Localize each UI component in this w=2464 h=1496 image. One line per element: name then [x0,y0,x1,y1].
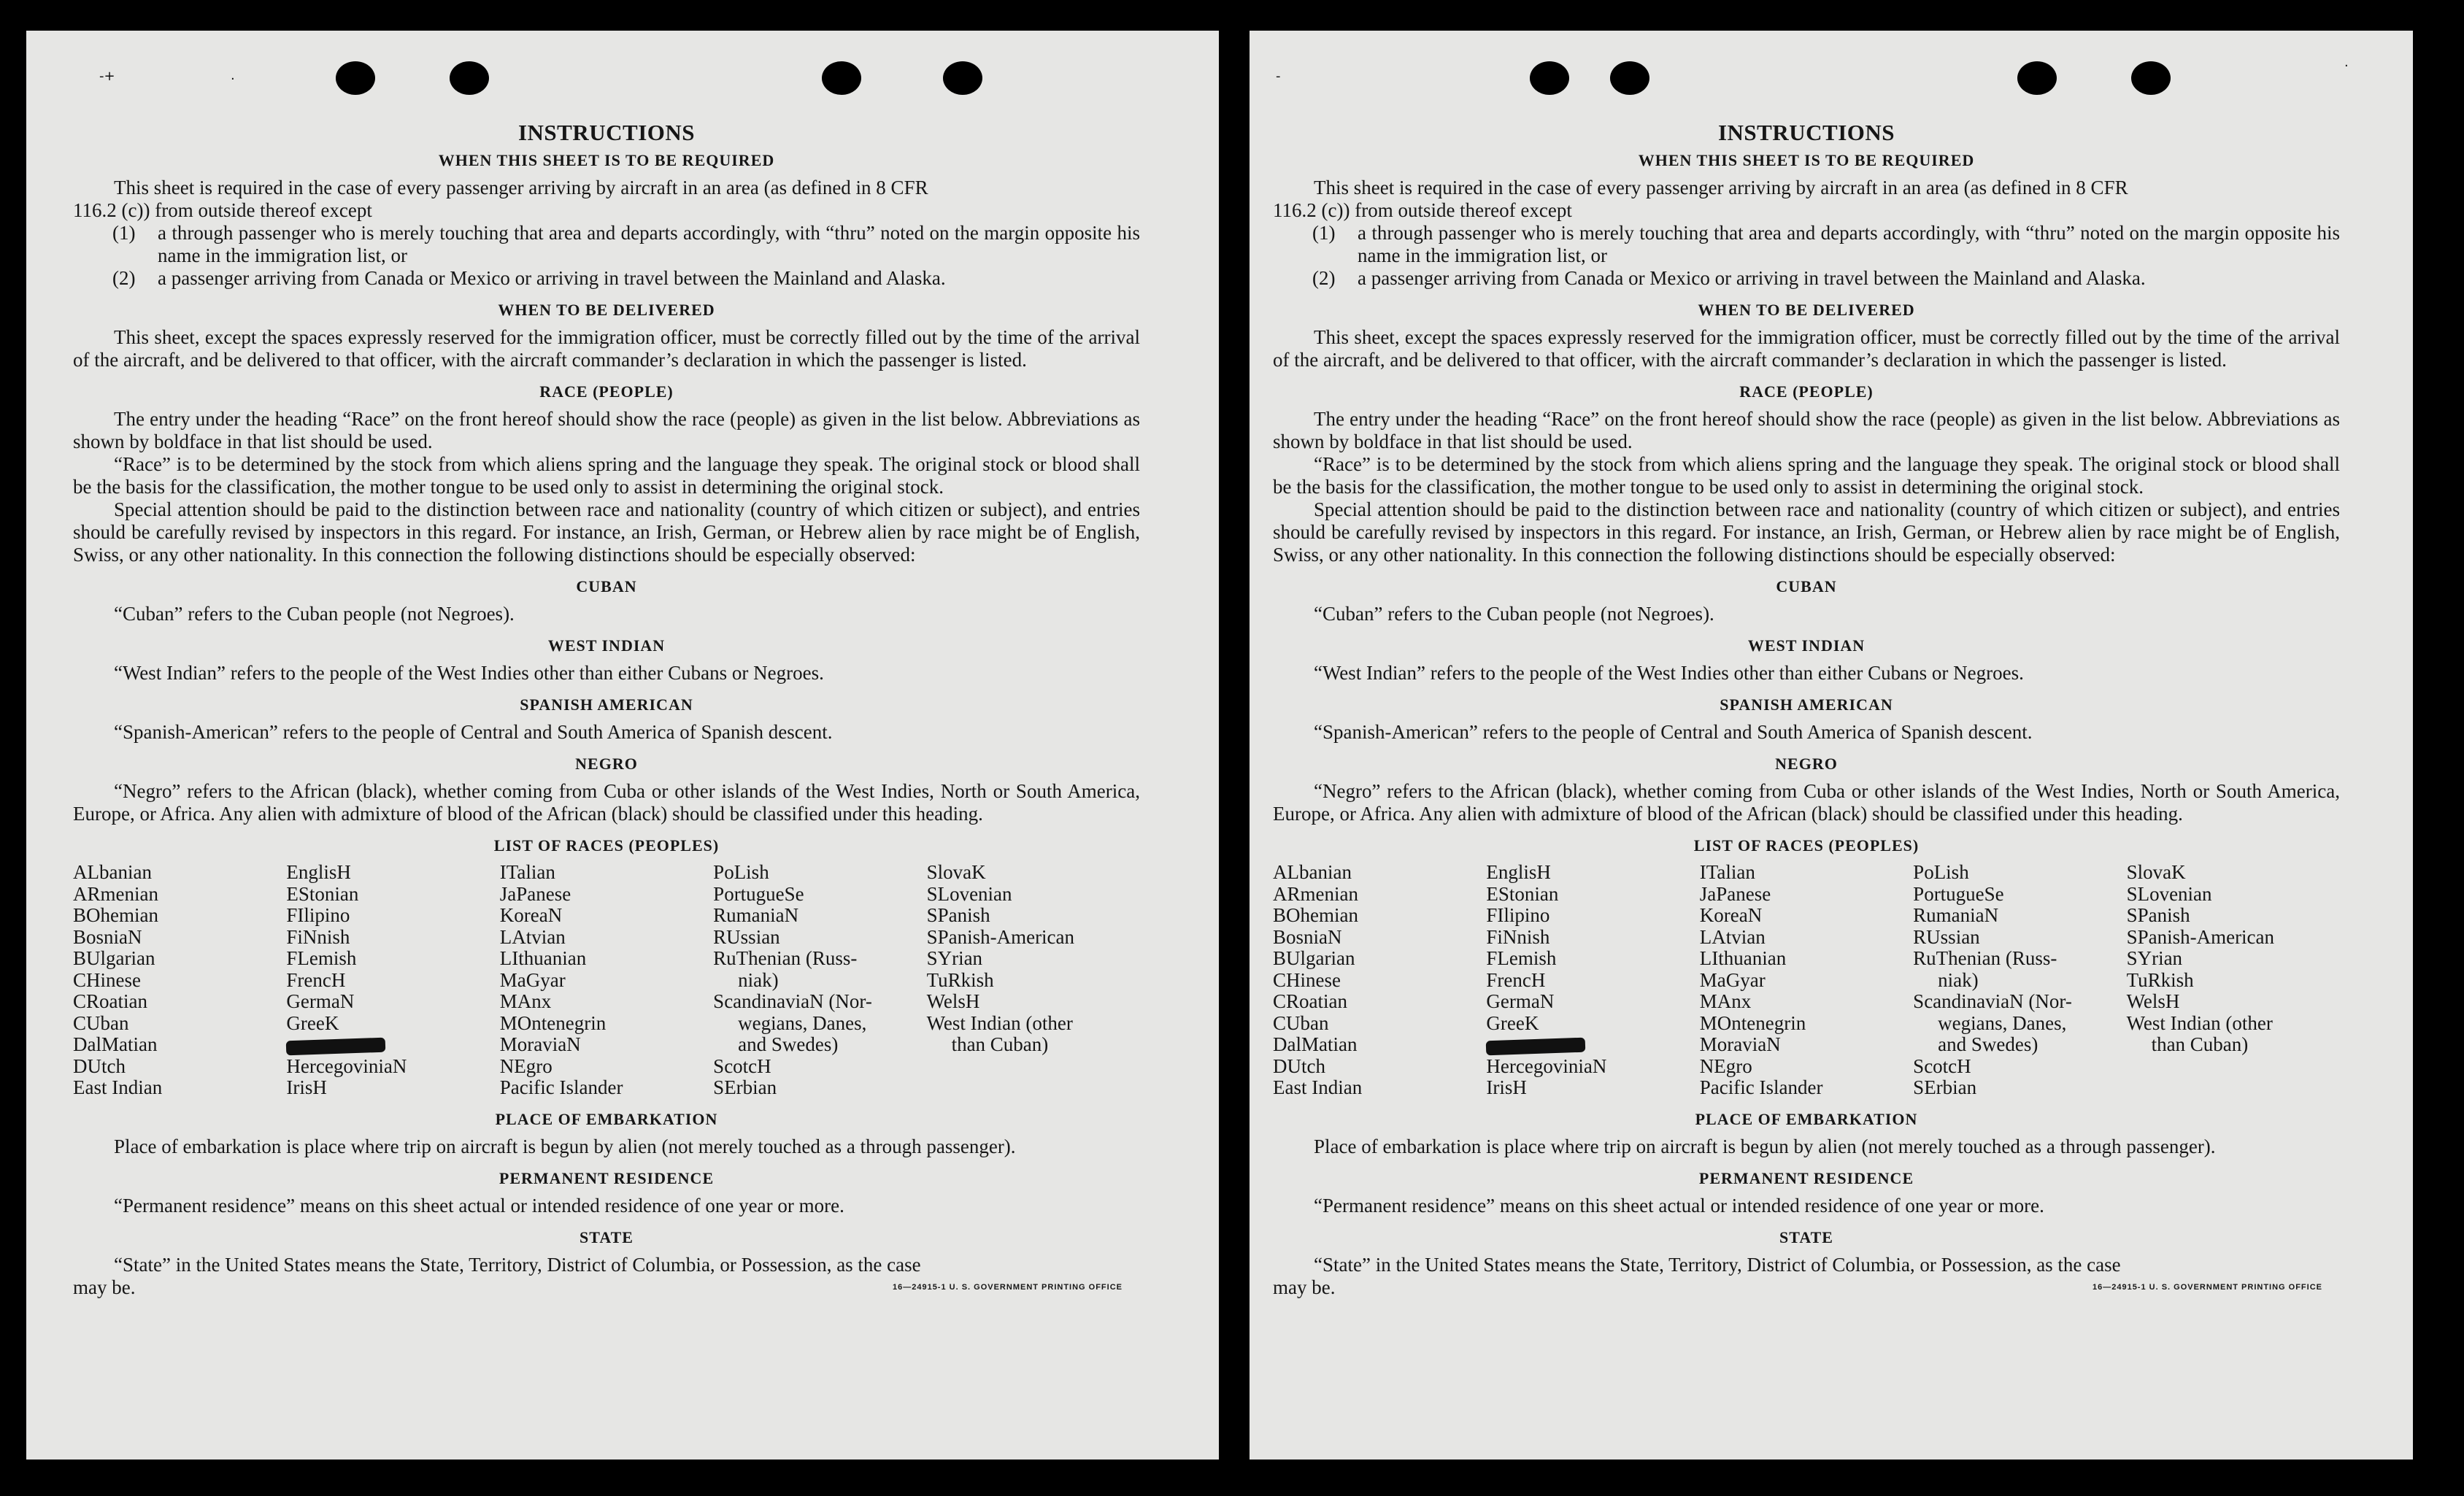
document-page-left [26,31,1219,1460]
race-entry: SLovenian [2126,882,2212,905]
race-entry: SlovaK [926,861,986,883]
list-item: (1) a through passenger who is merely touching that area and departs accordingly, with “thru” noted on the margin opposite his name in the immigration list, or [112,222,1140,266]
race-entry: niak) [738,968,779,991]
race-entry: SErbian [1913,1076,1977,1098]
heading-state: STATE [1779,1227,1833,1246]
race-entry: ALbanian [73,861,152,883]
printer-note: 16—24915-1 U. S. GOVERNMENT PRINTING OFFICE [2092,1282,2322,1292]
heading-list-of-races: LIST OF RACES (PEOPLES) [493,836,720,855]
paragraph-intro-cont: 116.2 (c)) from outside thereof except [1273,199,1572,221]
race-entry: MoraviaN [1699,1033,1781,1055]
race-entry: LAtvian [499,925,566,948]
race-entry: GermaN [1486,990,1555,1012]
race-entry: than Cuban) [2151,1033,2249,1055]
punch-hole [1530,61,1569,95]
paragraph-residence: “Permanent residence” means on this sheet actual or intended residence of one year or more. [114,1194,844,1217]
race-entry: niak) [1938,968,1979,991]
race-entry: SYrian [2126,947,2183,969]
speck-mark: · [2344,58,2349,74]
heading-when-delivered: WHEN TO BE DELIVERED [1698,301,1915,319]
race-entry: EnglisH [1486,861,1551,883]
race-entry: and Swedes) [1938,1033,2038,1055]
paragraph-intro: This sheet is required in the case of every passenger arriving by aircraft in an area (as defined in 8 CFR [114,177,928,198]
paragraph-race-2: “Race” is to be determined by the stock from which aliens spring and the language they speak. The original stock or blood shall be the basis for the classification, the mother tongue to be used only to assist in determining the original stock. [1273,453,2340,498]
race-entry: BOhemian [1273,904,1358,926]
race-entry: TuRkish [926,968,994,991]
race-entry: FIlipino [1486,904,1550,926]
race-entry: WelsH [2126,990,2180,1012]
heading-embarkation: PLACE OF EMBARKATION [495,1109,718,1128]
race-entry: HercegoviniaN [286,1054,407,1077]
race-entry: BUlgarian [73,947,155,969]
printer-note: 16—24915-1 U. S. GOVERNMENT PRINTING OFFICE [892,1282,1123,1292]
paragraph-spanish-american: “Spanish-American” refers to the people of Central and South America of Spanish descent. [114,721,833,743]
race-entry: BosniaN [73,925,142,948]
redaction-mark [286,1037,386,1055]
race-entry: BosniaN [1273,925,1342,948]
race-entry: ALbanian [1273,861,1352,883]
race-entry: ScandinaviaN (Nor- [1913,990,2072,1012]
list-item: (2) a passenger arriving from Canada or Mexico or arriving in travel between the Mainland and Alaska. [112,267,946,289]
speck-mark: · [231,72,235,87]
race-entry: SLovenian [926,882,1012,905]
heading-negro: NEGRO [1775,755,1838,773]
race-column [1700,862,1913,1099]
race-column [927,862,1140,1099]
race-entry: West Indian (other [926,1011,1073,1034]
punch-hole [2017,61,2057,95]
race-entry: and Swedes) [738,1033,839,1055]
race-column [1913,862,2126,1099]
race-column [500,862,713,1099]
race-entry: ITalian [1699,861,1755,883]
race-entry: SPanish [2126,904,2190,926]
race-entry: DUtch [73,1054,126,1077]
race-entry-redacted [286,1034,499,1056]
race-entry: MAnx [1699,990,1752,1012]
heading-spanish-american: SPANISH AMERICAN [520,695,693,714]
race-entry: LIthuanian [499,947,587,969]
race-column [73,862,286,1099]
document-body [1273,118,2340,1299]
race-entry: GermaN [286,990,355,1012]
race-entry: CUban [1273,1011,1329,1034]
heading-west-indian: WEST INDIAN [547,636,666,655]
race-entry: DalMatian [1273,1033,1358,1055]
race-entry: SlovaK [2126,861,2186,883]
race-entry: RUssian [713,925,780,948]
race-entry: SYrian [926,947,983,969]
paragraph-cuban: “Cuban” refers to the Cuban people (not Negroes). [114,603,515,625]
race-column [1486,862,1699,1099]
race-entry: JaPanese [1699,882,1771,905]
heading-cuban: CUBAN [576,577,637,595]
race-entry: DalMatian [73,1033,158,1055]
race-column [2127,862,2340,1099]
race-list [1273,862,2340,1099]
race-entry: WelsH [926,990,980,1012]
race-entry: EStonian [1486,882,1559,905]
race-entry: NEgro [499,1054,553,1077]
race-entry: FrencH [286,968,346,991]
race-entry: ScotcH [1913,1054,1971,1077]
heading-race: RACE (PEOPLE) [539,382,674,401]
race-entry: MAnx [499,990,552,1012]
race-entry: East Indian [1273,1076,1363,1098]
paragraph-cuban: “Cuban” refers to the Cuban people (not Negroes). [1314,603,1714,625]
race-entry: FrencH [1486,968,1546,991]
race-entry: SPanish-American [926,925,1075,948]
paragraph-intro-cont: 116.2 (c)) from outside thereof except [73,199,372,221]
race-entry: ScandinaviaN (Nor- [713,990,872,1012]
document-title: INSTRUCTIONS [517,120,695,145]
race-entry: FIlipino [286,904,350,926]
heading-cuban: CUBAN [1776,577,1837,595]
race-entry: Pacific Islander [1699,1076,1823,1098]
paragraph-embarkation: Place of embarkation is place where trip on aircraft is begun by alien (not merely touched as a through passenger). [1314,1135,2216,1157]
paragraph-intro: This sheet is required in the case of every passenger arriving by aircraft in an area (as defined in 8 CFR [1314,177,2128,198]
race-entry: MOntenegrin [1699,1011,1806,1034]
race-entry: SPanish-American [2126,925,2275,948]
race-column [286,862,499,1099]
race-column [1273,862,1486,1099]
punch-hole [450,61,489,95]
heading-when-delivered: WHEN TO BE DELIVERED [498,301,715,319]
heading-residence: PERMANENT RESIDENCE [498,1168,715,1187]
race-entry: ITalian [499,861,555,883]
document-body [73,118,1140,1299]
race-entry: BUlgarian [1273,947,1355,969]
paragraph-state-end: may be. 16—24915-1 U. S. GOVERNMENT PRINTING OFFICE [1273,1276,2322,1298]
race-entry: PortugueSe [1913,882,2004,905]
race-entry-redacted [1486,1034,1699,1056]
heading-when-required: WHEN THIS SHEET IS TO BE REQUIRED [1638,151,1975,169]
race-entry: BOhemian [73,904,158,926]
race-entry: RumaniaN [713,904,799,926]
race-entry: RUssian [1913,925,1980,948]
race-entry: ARmenian [1273,882,1358,905]
paragraph-state-end: may be. 16—24915-1 U. S. GOVERNMENT PRINTING OFFICE [73,1276,1123,1298]
heading-spanish-american: SPANISH AMERICAN [1720,695,1893,714]
paragraph-embarkation: Place of embarkation is place where trip on aircraft is begun by alien (not merely touched as a through passenger). [114,1135,1016,1157]
race-entry: FLemish [1486,947,1557,969]
race-entry: EnglisH [286,861,351,883]
race-entry: RuThenian (Russ- [1913,947,2057,969]
speck-mark: - [1276,69,1281,84]
race-entry: MoraviaN [499,1033,581,1055]
race-entry: Pacific Islander [499,1076,623,1098]
heading-negro: NEGRO [575,755,638,773]
redaction-mark [1486,1037,1586,1055]
race-entry: RuThenian (Russ- [713,947,858,969]
paragraph-race-1: The entry under the heading “Race” on the front hereof should show the race (people) as given in the list below. Abbreviations as shown by boldface in that list should be used. [73,408,1140,452]
heading-west-indian: WEST INDIAN [1747,636,1866,655]
paragraph-negro: “Negro” refers to the African (black), whether coming from Cuba or other islands of the West Indies, North or South America, Europe, or Africa. Any alien with admixture of blood of the African (black) should be classified under this heading. [73,780,1140,825]
race-entry: TuRkish [2126,968,2194,991]
punch-hole [822,61,861,95]
document-title: INSTRUCTIONS [1717,120,1895,145]
race-entry: JaPanese [499,882,571,905]
race-entry: ScotcH [713,1054,771,1077]
race-entry: wegians, Danes, [1938,1011,2067,1034]
paragraph-race-3: Special attention should be paid to the distinction between race and nationality (country of which citizen or subject), and entries should be carefully revised by inspectors in this regard. For instance, an Irish, German, or Hebrew alien by race might be of English, Swiss, or any other nationality. In this connection the following distinctions should be especially observed: [1273,498,2340,566]
race-entry: CHinese [73,968,141,991]
race-entry: GreeK [286,1011,339,1034]
punch-hole [2131,61,2171,95]
race-entry: GreeK [1486,1011,1539,1034]
race-entry: RumaniaN [1913,904,1999,926]
race-entry: MaGyar [1699,968,1766,991]
paragraph-race-1: The entry under the heading “Race” on the front hereof should show the race (people) as given in the list below. Abbreviations as shown by boldface in that list should be used. [1273,408,2340,452]
race-entry: MOntenegrin [499,1011,607,1034]
race-entry: LIthuanian [1699,947,1787,969]
race-entry: SErbian [713,1076,777,1098]
paragraph-residence: “Permanent residence” means on this sheet actual or intended residence of one year or more. [1314,1194,2044,1217]
race-entry: NEgro [1699,1054,1752,1077]
race-entry: LAtvian [1699,925,1766,948]
race-entry: CRoatian [1273,990,1347,1012]
heading-list-of-races: LIST OF RACES (PEOPLES) [1693,836,1920,855]
list-item: (1) a through passenger who is merely touching that area and departs accordingly, with “thru” noted on the margin opposite his name in the immigration list, or [1312,222,2340,266]
race-entry: SPanish [926,904,990,926]
exception-list [1273,222,2340,290]
speck-mark: -+ [99,69,115,84]
race-entry: DUtch [1273,1054,1325,1077]
paragraph-west-indian: “West Indian” refers to the people of the West Indies other than either Cubans or Negroes. [114,662,824,684]
race-entry: KoreaN [499,904,563,926]
heading-when-required: WHEN THIS SHEET IS TO BE REQUIRED [438,151,775,169]
heading-state: STATE [580,1227,634,1246]
race-entry: ARmenian [73,882,158,905]
paragraph-west-indian: “West Indian” refers to the people of the West Indies other than either Cubans or Negroes. [1314,662,2024,684]
document-page-right [1250,31,2413,1460]
heading-embarkation: PLACE OF EMBARKATION [1695,1109,1918,1128]
paragraph-state: “State” in the United States means the State, Territory, District of Columbia, or Possession, as the case [114,1253,921,1276]
heading-residence: PERMANENT RESIDENCE [1698,1168,1914,1187]
race-entry: MaGyar [499,968,566,991]
race-list [73,862,1140,1099]
paragraph-state: “State” in the United States means the State, Territory, District of Columbia, or Possession, as the case [1314,1253,2121,1276]
race-entry: wegians, Danes, [738,1011,867,1034]
race-entry: FiNnish [1486,925,1550,948]
race-entry: PoLish [1913,861,1969,883]
race-entry: FiNnish [286,925,350,948]
paragraph-delivered: This sheet, except the spaces expressly reserved for the immigration officer, must be correctly filled out by the time of the arrival of the aircraft, and be delivered to that officer, with the aircraft commander’s declaration in which the passenger is listed. [73,326,1140,371]
paragraph-race-3: Special attention should be paid to the distinction between race and nationality (country of which citizen or subject), and entries should be carefully revised by inspectors in this regard. For instance, an Irish, German, or Hebrew alien by race might be of English, Swiss, or any other nationality. In this connection the following distinctions should be especially observed: [73,498,1140,566]
exception-list [73,222,1140,290]
heading-race: RACE (PEOPLE) [1739,382,1874,401]
list-item: (2) a passenger arriving from Canada or Mexico or arriving in travel between the Mainland and Alaska. [1312,267,2146,289]
race-entry: West Indian (other [2126,1011,2273,1034]
paragraph-race-2: “Race” is to be determined by the stock from which aliens spring and the language they speak. The original stock or blood shall be the basis for the classification, the mother tongue to be used only to assist in determining the original stock. [73,453,1140,498]
race-entry: HercegoviniaN [1486,1054,1607,1077]
paragraph-spanish-american: “Spanish-American” refers to the people of Central and South America of Spanish descent. [1314,721,2033,743]
race-entry: CRoatian [73,990,147,1012]
race-entry: than Cuban) [951,1033,1049,1055]
paragraph-negro: “Negro” refers to the African (black), whether coming from Cuba or other islands of the West Indies, North or South America, Europe, or Africa. Any alien with admixture of blood of the African (black) should be classified under this heading. [1273,780,2340,825]
race-entry: IrisH [286,1076,327,1098]
race-entry: PortugueSe [713,882,804,905]
race-entry: CUban [73,1011,129,1034]
race-entry: East Indian [73,1076,163,1098]
race-entry: EStonian [286,882,359,905]
punch-hole [1610,61,1649,95]
race-entry: PoLish [713,861,769,883]
race-column [713,862,926,1099]
paragraph-delivered: This sheet, except the spaces expressly reserved for the immigration officer, must be correctly filled out by the time of the arrival of the aircraft, and be delivered to that officer, with the aircraft commander’s declaration in which the passenger is listed. [1273,326,2340,371]
race-entry: CHinese [1273,968,1341,991]
punch-hole [943,61,982,95]
race-entry: KoreaN [1699,904,1763,926]
punch-hole [336,61,375,95]
race-entry: IrisH [1486,1076,1527,1098]
race-entry: FLemish [286,947,357,969]
